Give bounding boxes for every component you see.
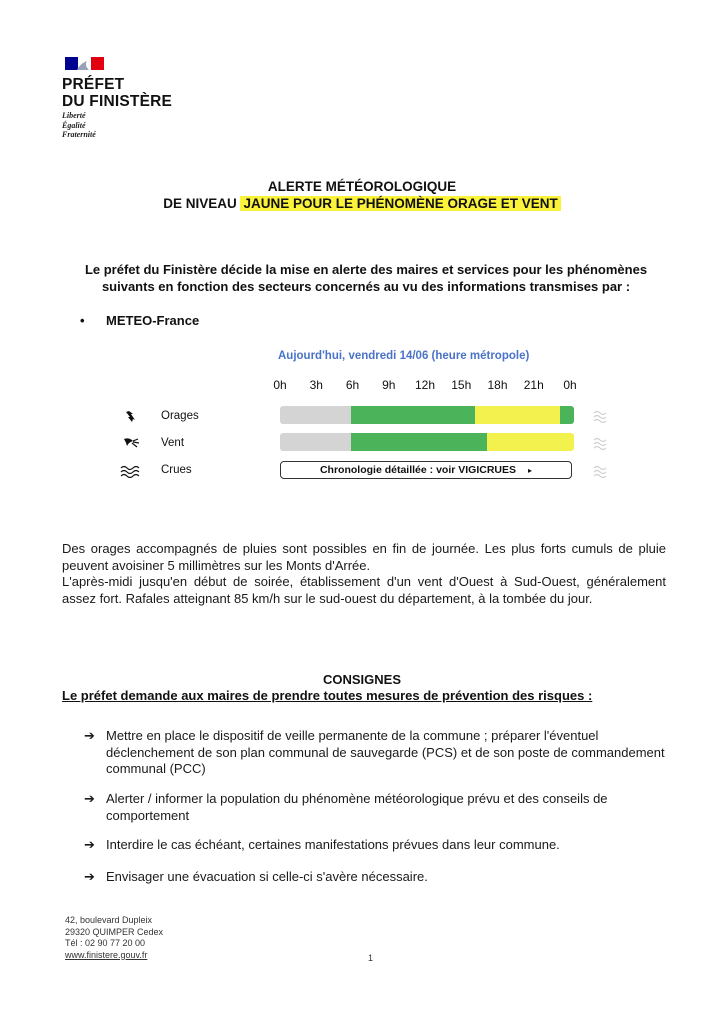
faint-waves-icon — [592, 436, 608, 450]
lightning-icon — [120, 410, 142, 424]
page-number: 1 — [368, 953, 374, 963]
footer-city: 29320 QUIMPER Cedex — [65, 926, 164, 937]
footer-street: 42, boulevard Dupleix — [65, 915, 153, 925]
orages-bar — [280, 406, 574, 424]
vent-segment-yellow — [487, 433, 574, 451]
hour-axis — [0, 378, 724, 394]
footer-website-link[interactable]: www.finistere.gouv.fr — [65, 949, 148, 960]
intro-paragraph: Le préfet du Finistère décide la mise en alerte des maires et services pour les phénomènes suivants en fonction des secteurs concernés au vu des informations transmises par : — [84, 262, 648, 294]
motto-egalite: Égalité — [62, 120, 86, 130]
play-icon: ▸ — [528, 465, 533, 475]
description-paragraph-rain: Des orages accompagnés de pluies sont possibles en fin de journée. Les plus forts cumuls de pluie peuvent avoisiner 5 millimètres sur les Monts d'Arrée. — [62, 541, 666, 573]
wind-icon — [120, 436, 142, 450]
faint-waves-icon — [592, 409, 608, 423]
arrow-icon: ➔ — [84, 791, 95, 806]
consigne-item — [84, 869, 668, 886]
consigne-text: Envisager une évacuation si celle-ci s'avère nécessaire. — [106, 869, 428, 884]
arrow-icon: ➔ — [84, 837, 95, 852]
vent-segment-grey — [280, 433, 351, 451]
footer-phone: Tél : 02 90 77 20 00 — [65, 938, 146, 948]
row-label-crues: Crues — [161, 464, 192, 476]
alert-level-highlight: JAUNE POUR LE PHÉNOMÈNE ORAGE ET VENT — [240, 196, 560, 211]
source-item — [80, 313, 199, 328]
orages-segment-yellow — [475, 406, 560, 424]
alert-title-line-2 — [0, 195, 724, 212]
alert-title-line-1: ALERTE MÉTÉOROLOGIQUE — [267, 179, 457, 194]
republic-motto — [62, 111, 96, 140]
motto-fraternite: Fraternité — [62, 130, 96, 139]
vent-bar — [280, 433, 574, 451]
prefet-line-1: PRÉFET — [62, 76, 125, 93]
arrow-icon: ➔ — [84, 728, 95, 743]
hour-tick-label: 3h — [309, 378, 323, 392]
prefet-title — [62, 76, 172, 110]
arrow-icon: ➔ — [84, 869, 95, 884]
hour-tick-label: 0h — [563, 378, 577, 392]
hour-tick-label: 21h — [523, 378, 544, 392]
vigicrues-link[interactable] — [280, 461, 572, 479]
waves-icon — [120, 464, 142, 478]
hour-tick-label: 18h — [487, 378, 508, 392]
consignes-title: CONSIGNES — [322, 672, 401, 687]
hour-tick-label: 6h — [345, 378, 360, 392]
consigne-item — [84, 791, 668, 824]
bullet-icon: • — [80, 313, 85, 328]
hour-tick-label: 9h — [382, 378, 396, 392]
orages-segment-grey — [280, 406, 351, 424]
consignes-subtitle: Le préfet demande aux maires de prendre toutes mesures de prévention des risques : — [62, 688, 593, 703]
hour-tick-label: 12h — [414, 378, 436, 392]
prefet-line-2: DU FINISTÈRE — [62, 93, 173, 110]
vigilance-date: Aujourd'hui, vendredi 14/06 (heure métropole) — [278, 350, 530, 362]
hour-tick-label: 15h — [451, 378, 472, 392]
motto-liberte: Liberté — [62, 111, 86, 120]
consigne-item — [84, 837, 668, 854]
consigne-text: Alerter / informer la population du phénomène météorologique prévu et des conseils de comportement — [106, 791, 608, 823]
consigne-text: Mettre en place le dispositif de veille permanente de la commune ; préparer l'éventuel déclenchement de son plan communal de sauvegarde (PCS) et de son poste de commandement communal (PCC) — [106, 728, 665, 776]
alert-title — [0, 178, 724, 212]
row-label-orages: Orages — [161, 410, 199, 422]
faint-waves-icon — [592, 464, 608, 478]
footer-address — [65, 915, 163, 961]
description-paragraph-wind: L'après-midi jusqu'en début de soirée, établissement d'un vent d'Ouest à Sud-Ouest, généralement assez fort. Rafales atteignant 85 km/h sur le sud-ouest du département, à la tombée du jour. — [62, 574, 666, 606]
orages-segment-green — [351, 406, 475, 424]
alert-level-prefix: DE NIVEAU — [163, 196, 241, 211]
republique-flag-logo — [65, 57, 104, 70]
consigne-item — [84, 728, 668, 778]
vigicrues-link-label: Chronologie détaillée : voir VIGICRUES — [319, 464, 516, 476]
vent-segment-green — [351, 433, 487, 451]
orages-segment-green-end — [560, 406, 574, 424]
row-label-vent: Vent — [161, 437, 185, 449]
source-name: METEO-France — [106, 313, 200, 328]
hour-tick-label: 0h — [273, 378, 287, 392]
consigne-text: Interdire le cas échéant, certaines manifestations prévues dans leur commune. — [106, 837, 560, 852]
